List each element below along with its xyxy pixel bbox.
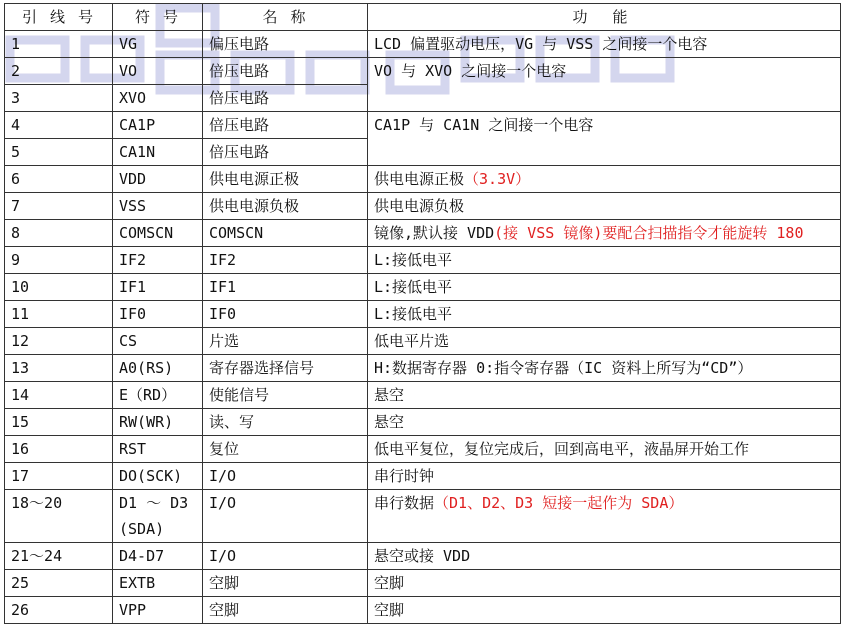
table-row [5,382,841,409]
function-note-red: （D1、D2、D3 短接一起作为 SDA） [434,494,684,512]
symbol-cell: CS [113,328,203,355]
function-cell: VO 与 XVO 之间接一个电容 [368,58,841,112]
table-row [5,436,841,463]
symbol-cell: VPP [113,597,203,624]
pin-cell: 21～24 [5,543,113,570]
pin-cell: 3 [5,85,113,112]
function-cell: L:接低电平 [368,301,841,328]
function-text: 串行数据 [374,494,435,512]
symbol-cell: D1 ～ D3 (SDA) [113,490,203,543]
symbol-cell: IF0 [113,301,203,328]
function-cell: 空脚 [368,570,841,597]
pin-cell: 14 [5,382,113,409]
symbol-cell: XVO [113,85,203,112]
pin-cell: 17 [5,463,113,490]
symbol-cell: VG [113,31,203,58]
table-row [5,570,841,597]
pin-cell: 11 [5,301,113,328]
symbol-cell: IF2 [113,247,203,274]
function-cell: CA1P 与 CA1N 之间接一个电容 [368,112,841,166]
function-cell: 悬空或接 VDD [368,543,841,570]
function-cell: 低电平片选 [368,328,841,355]
name-cell: I/O [203,490,368,543]
pin-cell: 16 [5,436,113,463]
symbol-cell: VO [113,58,203,85]
table-row [5,463,841,490]
function-cell: 空脚 [368,597,841,624]
function-cell: 供电电源负极 [368,193,841,220]
pin-cell: 9 [5,247,113,274]
name-cell: 读、写 [203,409,368,436]
table-row [5,597,841,624]
name-cell: 空脚 [203,597,368,624]
pin-cell: 25 [5,570,113,597]
symbol-cell: D4-D7 [113,543,203,570]
function-cell [368,166,841,193]
symbol-cell: CA1P [113,112,203,139]
function-cell: 悬空 [368,382,841,409]
table-row [5,543,841,570]
header-pin: 引 线 号 [5,4,113,31]
table-row [5,301,841,328]
table-row [5,328,841,355]
name-cell: 复位 [203,436,368,463]
function-cell: LCD 偏置驱动电压，VG 与 VSS 之间接一个电容 [368,31,841,58]
function-cell: 悬空 [368,409,841,436]
function-note-red: （3.3V） [464,170,531,188]
table-row [5,193,841,220]
name-cell: I/O [203,543,368,570]
header-symbol: 符 号 [113,4,203,31]
symbol-cell: RW(WR) [113,409,203,436]
function-cell: 串行时钟 [368,463,841,490]
table-row [5,247,841,274]
symbol-cell: CA1N [113,139,203,166]
function-text: 供电电源正极 [374,170,465,188]
name-cell: 供电电源负极 [203,193,368,220]
table-row [5,355,841,382]
pin-cell: 4 [5,112,113,139]
pin-cell: 6 [5,166,113,193]
function-cell: 低电平复位，复位完成后，回到高电平，液晶屏开始工作 [368,436,841,463]
name-cell: 空脚 [203,570,368,597]
symbol-cell: E（RD） [113,382,203,409]
function-note-red: (接 VSS 镜像)要配合扫描指令才能旋转 180 [494,224,804,242]
name-cell: 片选 [203,328,368,355]
pin-definition-table [4,3,841,624]
table-row [5,58,841,85]
function-text: 镜像,默认接 VDD [374,224,495,242]
name-cell: 倍压电路 [203,112,368,139]
name-cell: 使能信号 [203,382,368,409]
name-cell: 倍压电路 [203,139,368,166]
name-cell: I/O [203,463,368,490]
symbol-cell: DO(SCK) [113,463,203,490]
symbol-cell: EXTB [113,570,203,597]
function-cell: H:数据寄存器 0:指令寄存器（IC 资料上所写为“CD”） [368,355,841,382]
name-cell: 偏压电路 [203,31,368,58]
function-cell [368,220,841,247]
header-row [5,4,841,31]
table-row [5,31,841,58]
name-cell: IF1 [203,274,368,301]
table-row [5,409,841,436]
pin-cell: 15 [5,409,113,436]
name-cell: 寄存器选择信号 [203,355,368,382]
table-row [5,274,841,301]
name-cell: IF2 [203,247,368,274]
table-row [5,220,841,247]
symbol-cell: A0(RS) [113,355,203,382]
pin-cell: 18～20 [5,490,113,543]
name-cell: 倍压电路 [203,58,368,85]
function-cell: L:接低电平 [368,274,841,301]
symbol-cell: VSS [113,193,203,220]
header-function: 功 能 [368,4,841,31]
pin-cell: 12 [5,328,113,355]
header-name: 名 称 [203,4,368,31]
symbol-cell: COMSCN [113,220,203,247]
pin-cell: 2 [5,58,113,85]
pin-cell: 26 [5,597,113,624]
name-cell: COMSCN [203,220,368,247]
pin-cell: 1 [5,31,113,58]
pin-cell: 13 [5,355,113,382]
table-row [5,490,841,543]
table-row [5,166,841,193]
pin-cell: 8 [5,220,113,247]
symbol-cell: VDD [113,166,203,193]
function-cell: L:接低电平 [368,247,841,274]
table-row [5,112,841,139]
pin-cell: 7 [5,193,113,220]
pin-cell: 5 [5,139,113,166]
name-cell: 供电电源正极 [203,166,368,193]
pin-cell: 10 [5,274,113,301]
name-cell: IF0 [203,301,368,328]
function-cell [368,490,841,543]
name-cell: 倍压电路 [203,85,368,112]
symbol-cell: IF1 [113,274,203,301]
symbol-cell: RST [113,436,203,463]
